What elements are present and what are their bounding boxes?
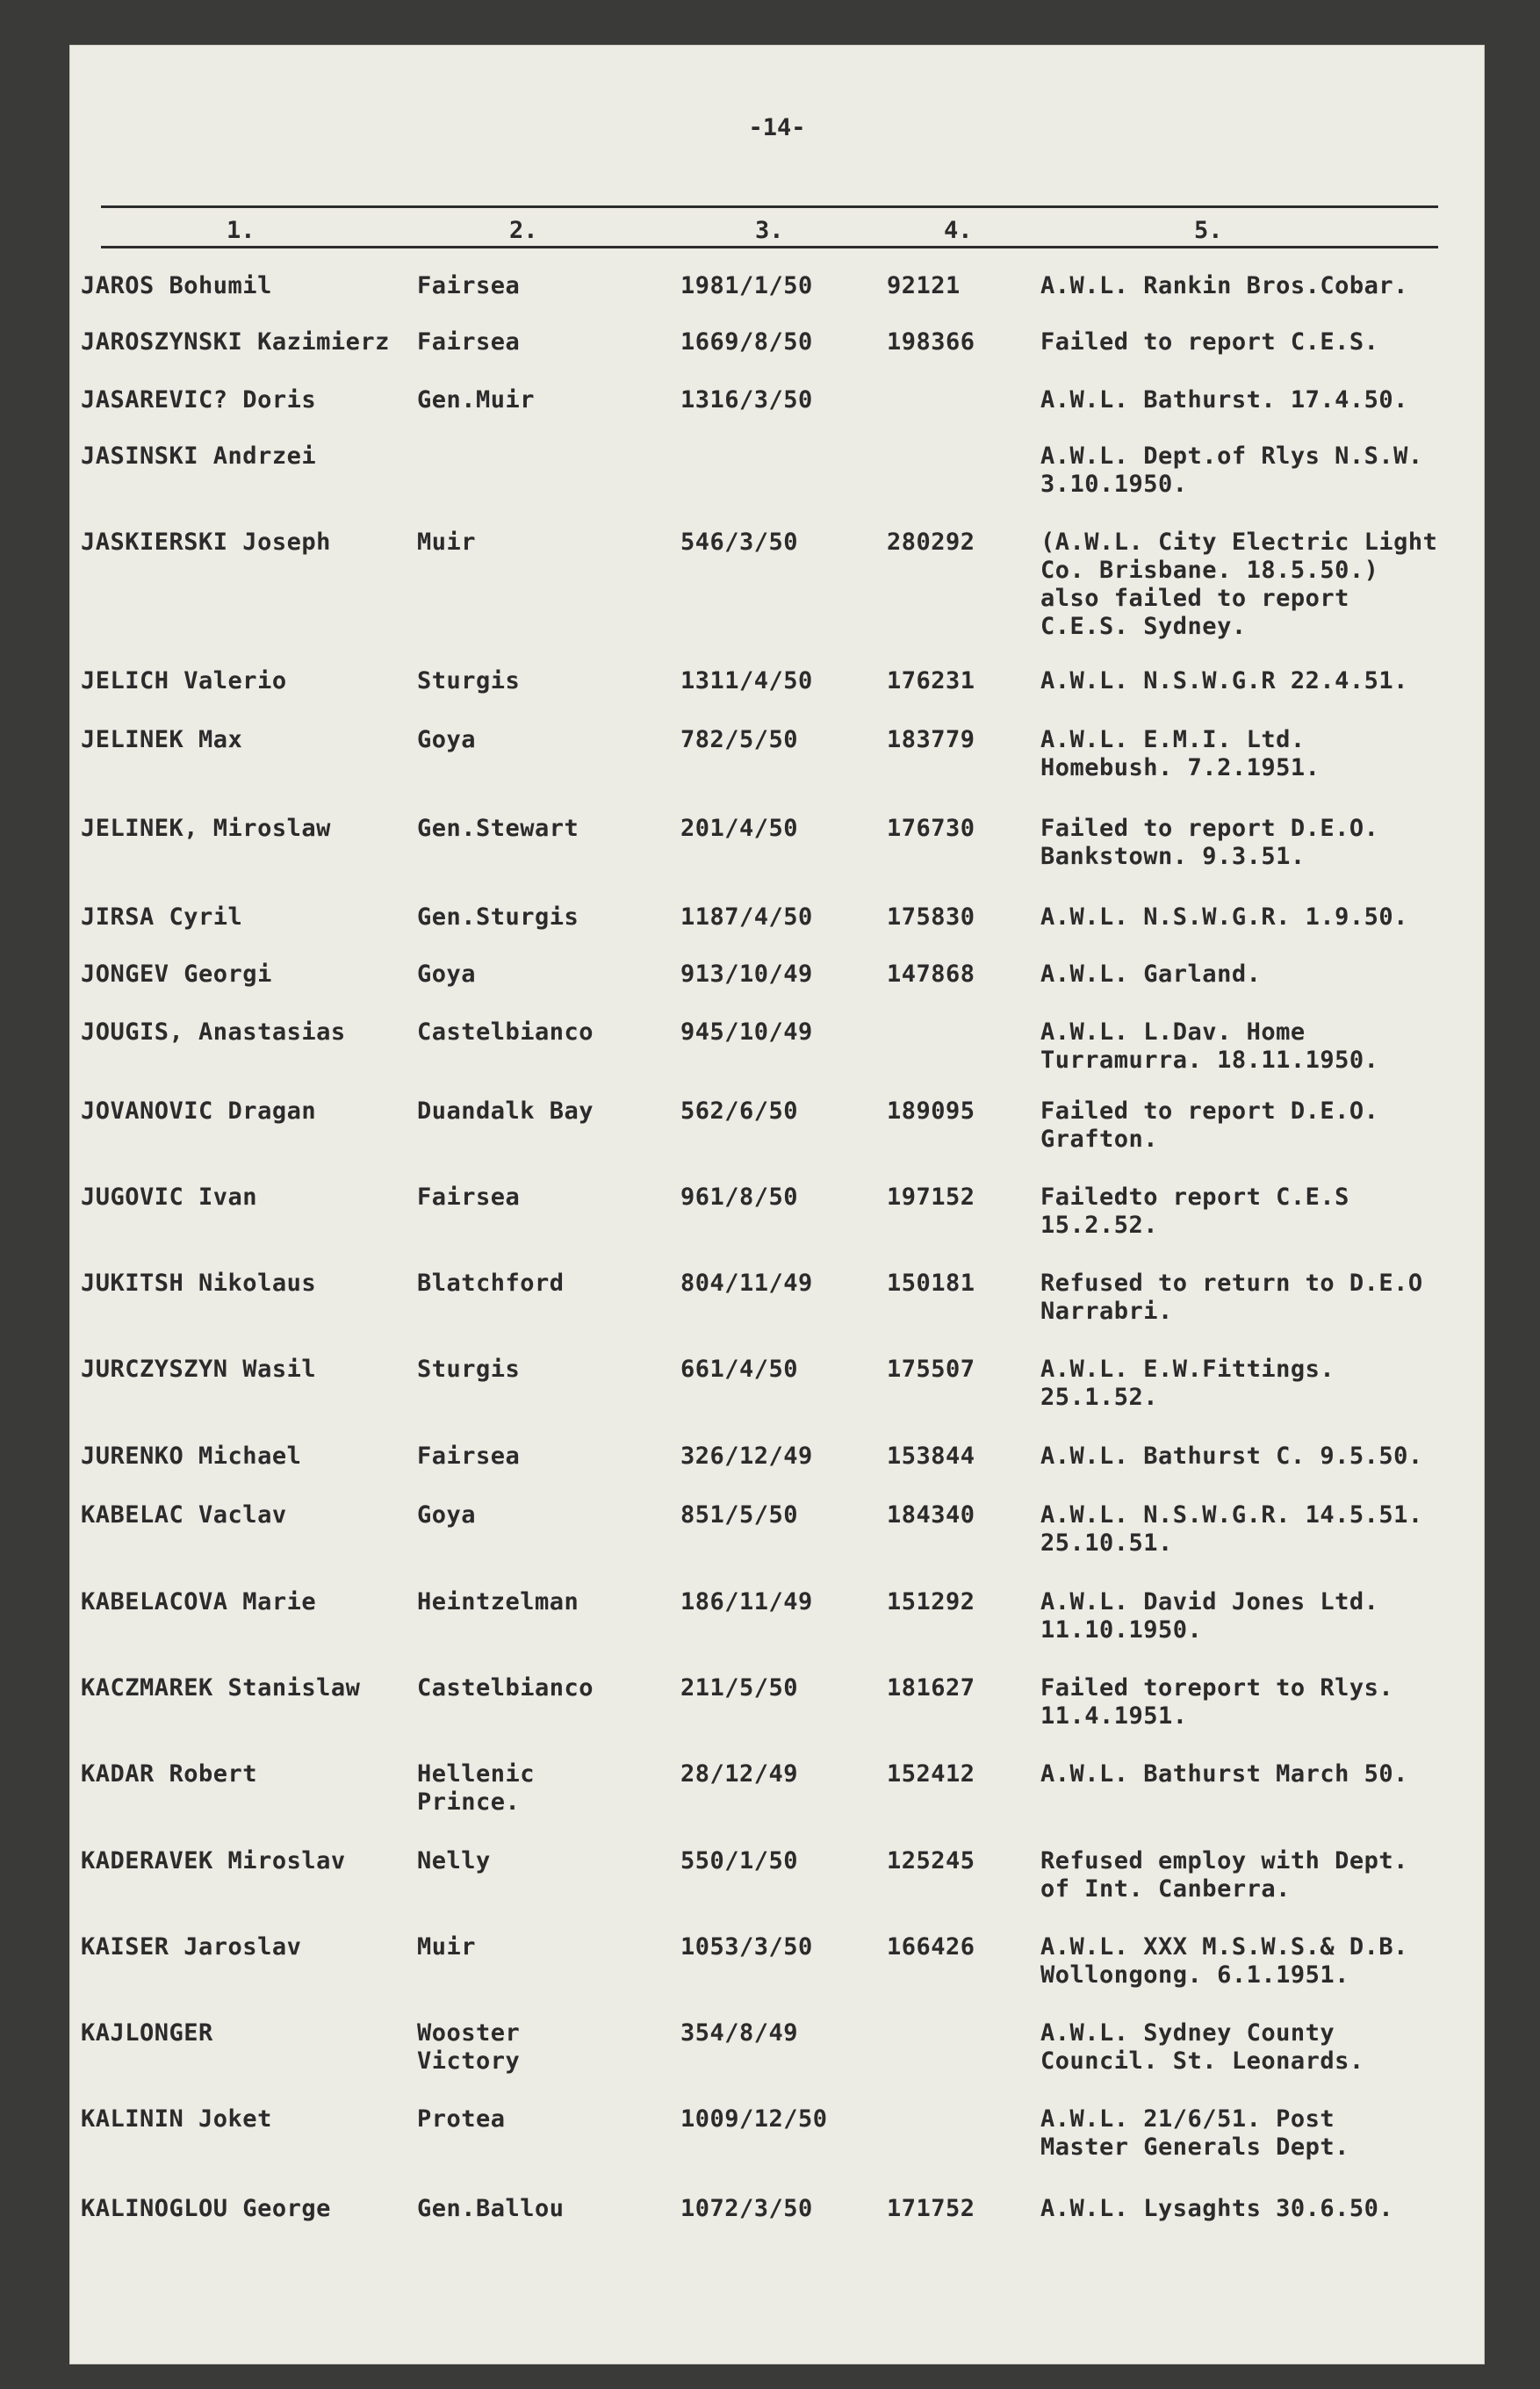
reference-number: 201/4/50 (680, 815, 799, 842)
remarks: A.W.L. Lysaghts 30.6.50. (1040, 2195, 1394, 2222)
id-number: 189095 (887, 1097, 975, 1125)
id-number: 176231 (887, 667, 975, 694)
remarks: Failedto report C.E.S 15.2.52. (1040, 1184, 1349, 1239)
id-number: 151292 (887, 1588, 975, 1615)
ship-name: Muir (417, 1933, 477, 1961)
person-name: JASINSKI Andrzei (81, 443, 317, 470)
ship-name: Gen.Ballou (417, 2195, 565, 2222)
remarks: A.W.L. Sydney County Council. St. Leonards. (1040, 2019, 1364, 2075)
id-number: 166426 (887, 1933, 975, 1961)
ship-name: Castelbianco (417, 1018, 594, 1046)
person-name: KACZMAREK Stanislaw (81, 1674, 361, 1702)
id-number: 184340 (887, 1501, 975, 1529)
person-name: JAROS Bohumil (81, 272, 272, 299)
person-name: JONGEV Georgi (81, 961, 272, 988)
remarks: Failed to report C.E.S. (1040, 328, 1379, 356)
person-name: JIRSA Cyril (81, 903, 243, 931)
ship-name: Fairsea (417, 328, 521, 356)
person-name: JASAREVIC? Doris (81, 386, 317, 414)
ship-name: Goya (417, 726, 477, 753)
id-number: 152412 (887, 1760, 975, 1788)
ship-name: Sturgis (417, 1356, 521, 1383)
ship-name: Wooster Victory (417, 2019, 521, 2075)
person-name: KALININ Joket (81, 2105, 272, 2133)
column-header-4: 4. (944, 217, 973, 244)
reference-number: 326/12/49 (680, 1443, 813, 1470)
person-name: KADERAVEK Miroslav (81, 1847, 346, 1875)
ship-name: Goya (417, 961, 477, 988)
reference-number: 1981/1/50 (680, 272, 813, 299)
reference-number: 913/10/49 (680, 961, 813, 988)
remarks: A.W.L. N.S.W.G.R. 14.5.51. 25.10.51. (1040, 1501, 1423, 1557)
ship-name: Gen.Stewart (417, 815, 579, 842)
id-number: 198366 (887, 328, 975, 356)
reference-number: 661/4/50 (680, 1356, 799, 1383)
reference-number: 354/8/49 (680, 2019, 799, 2047)
reference-number: 1072/3/50 (680, 2195, 813, 2222)
reference-number: 851/5/50 (680, 1501, 799, 1529)
reference-number: 804/11/49 (680, 1270, 813, 1297)
remarks: A.W.L. Bathurst. 17.4.50. (1040, 386, 1408, 414)
ship-name: Goya (417, 1501, 477, 1529)
reference-number: 961/8/50 (680, 1184, 799, 1211)
remarks: A.W.L. Bathurst C. 9.5.50. (1040, 1443, 1423, 1470)
person-name: KADAR Robert (81, 1760, 258, 1788)
ship-name: Duandalk Bay (417, 1097, 594, 1125)
ship-name: Gen.Muir (417, 386, 536, 414)
reference-number: 562/6/50 (680, 1097, 799, 1125)
person-name: JASKIERSKI Joseph (81, 529, 331, 556)
reference-number: 1316/3/50 (680, 386, 813, 414)
header-rule-top (101, 205, 1438, 208)
person-name: JURCZYSZYN Wasil (81, 1356, 317, 1383)
remarks: Refused to return to D.E.O Narrabri. (1040, 1270, 1423, 1325)
id-number: 183779 (887, 726, 975, 753)
ship-name: Hellenic Prince. (417, 1760, 536, 1816)
ship-name: Protea (417, 2105, 506, 2133)
reference-number: 186/11/49 (680, 1588, 813, 1615)
id-number: 175507 (887, 1356, 975, 1383)
remarks: A.W.L. N.S.W.G.R. 1.9.50. (1040, 903, 1408, 931)
reference-number: 1187/4/50 (680, 903, 813, 931)
ship-name: Fairsea (417, 1184, 521, 1211)
reference-number: 211/5/50 (680, 1674, 799, 1702)
id-number: 147868 (887, 961, 975, 988)
reference-number: 1009/12/50 (680, 2105, 828, 2133)
ship-name: Sturgis (417, 667, 521, 694)
document-page (70, 46, 1484, 2364)
id-number: 125245 (887, 1847, 975, 1875)
id-number: 171752 (887, 2195, 975, 2222)
column-header-3: 3. (755, 217, 784, 244)
person-name: KABELAC Vaclav (81, 1501, 287, 1529)
remarks: (A.W.L. City Electric Light Co. Brisbane. 18.5.50.) also failed to report C.E.S. Sydney. (1040, 529, 1438, 640)
remarks: Refused employ with Dept. of Int. Canberra. (1040, 1847, 1408, 1903)
person-name: JUKITSH Nikolaus (81, 1270, 317, 1297)
remarks: A.W.L. L.Dav. Home Turramurra. 18.11.1950. (1040, 1018, 1379, 1074)
ship-name: Fairsea (417, 1443, 521, 1470)
person-name: KAJLONGER (81, 2019, 213, 2047)
ship-name: Muir (417, 529, 477, 556)
person-name: KABELACOVA Marie (81, 1588, 317, 1615)
remarks: A.W.L. 21/6/51. Post Master Generals Dept. (1040, 2105, 1349, 2161)
page-number: -14- (748, 114, 806, 141)
reference-number: 782/5/50 (680, 726, 799, 753)
ship-name: Nelly (417, 1847, 491, 1875)
reference-number: 1311/4/50 (680, 667, 813, 694)
id-number: 92121 (887, 272, 961, 299)
column-header-1: 1. (227, 217, 255, 244)
id-number: 175830 (887, 903, 975, 931)
ship-name: Castelbianco (417, 1674, 594, 1702)
remarks: A.W.L. XXX M.S.W.S.& D.B. Wollongong. 6.1.1951. (1040, 1933, 1408, 1989)
reference-number: 1669/8/50 (680, 328, 813, 356)
remarks: A.W.L. E.W.Fittings. 25.1.52. (1040, 1356, 1335, 1411)
person-name: JUGOVIC Ivan (81, 1184, 258, 1211)
remarks: A.W.L. Garland. (1040, 961, 1262, 988)
column-header-2: 2. (509, 217, 538, 244)
id-number: 197152 (887, 1184, 975, 1211)
reference-number: 1053/3/50 (680, 1933, 813, 1961)
id-number: 280292 (887, 529, 975, 556)
remarks: A.W.L. Bathurst March 50. (1040, 1760, 1408, 1788)
person-name: JURENKO Michael (81, 1443, 302, 1470)
ship-name: Gen.Sturgis (417, 903, 579, 931)
id-number: 181627 (887, 1674, 975, 1702)
person-name: JOUGIS, Anastasias (81, 1018, 346, 1046)
reference-number: 550/1/50 (680, 1847, 799, 1875)
ship-name: Blatchford (417, 1270, 565, 1297)
ship-name: Fairsea (417, 272, 521, 299)
reference-number: 945/10/49 (680, 1018, 813, 1046)
person-name: KALINOGLOU George (81, 2195, 331, 2222)
column-header-5: 5. (1194, 217, 1223, 244)
header-rule-bottom (101, 246, 1438, 248)
person-name: JAROSZYNSKI Kazimierz (81, 328, 390, 356)
id-number: 150181 (887, 1270, 975, 1297)
id-number: 153844 (887, 1443, 975, 1470)
person-name: KAISER Jaroslav (81, 1933, 302, 1961)
remarks: A.W.L. N.S.W.G.R 22.4.51. (1040, 667, 1408, 694)
id-number: 176730 (887, 815, 975, 842)
remarks: Failed to report D.E.O. Grafton. (1040, 1097, 1379, 1153)
remarks: Failed toreport to Rlys. 11.4.1951. (1040, 1674, 1394, 1730)
remarks: Failed to report D.E.O. Bankstown. 9.3.51. (1040, 815, 1379, 870)
ship-name: Heintzelman (417, 1588, 579, 1615)
remarks: A.W.L. E.M.I. Ltd. Homebush. 7.2.1951. (1040, 726, 1321, 781)
remarks: A.W.L. Dept.of Rlys N.S.W. 3.10.1950. (1040, 443, 1423, 498)
remarks: A.W.L. David Jones Ltd. 11.10.1950. (1040, 1588, 1379, 1644)
person-name: JELINEK, Miroslaw (81, 815, 331, 842)
person-name: JELICH Valerio (81, 667, 287, 694)
reference-number: 28/12/49 (680, 1760, 799, 1788)
reference-number: 546/3/50 (680, 529, 799, 556)
person-name: JELINEK Max (81, 726, 243, 753)
person-name: JOVANOVIC Dragan (81, 1097, 317, 1125)
remarks: A.W.L. Rankin Bros.Cobar. (1040, 272, 1408, 299)
